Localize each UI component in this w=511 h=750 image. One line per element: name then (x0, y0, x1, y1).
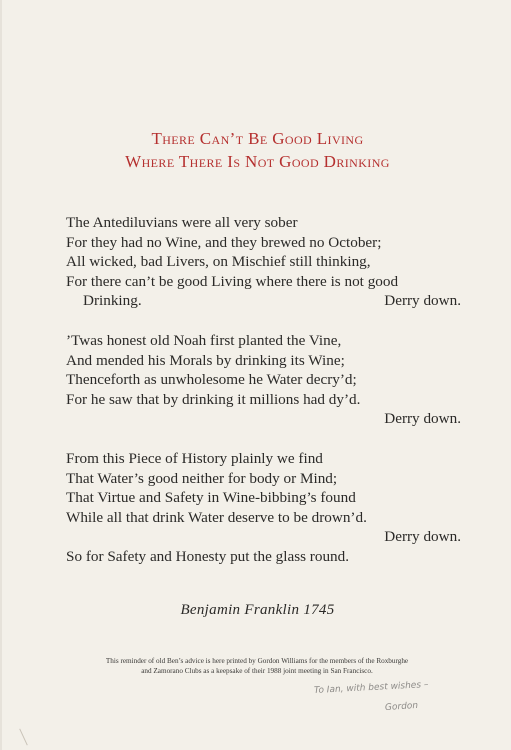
refrain: Derry down. (384, 410, 461, 428)
poem-line: That Water’s good neither for body or Mind; (66, 469, 338, 487)
poem-line: For he saw that by drinking it millions had dy’d. (66, 390, 361, 408)
stanza-3 (66, 449, 461, 547)
refrain: Derry down. (384, 528, 461, 546)
stanza-1-last-line (66, 291, 461, 311)
poem-line: That Virtue and Safety in Wine-bibbing’s found (66, 489, 356, 507)
poem-line: The Antediluvians were all very sober (66, 214, 298, 231)
pencil-mark (19, 729, 28, 746)
stanza-1 (66, 213, 461, 311)
colophon-line-1: This reminder of old Ben’s advice is here printed by Gordon Williams for the members of the Roxburghe (105, 657, 409, 665)
inscription-signature: Gordon (384, 700, 419, 714)
poem-line: All wicked, bad Livers, on Mischief still thinking, (66, 253, 371, 271)
poem-line: While all that drink Water deserve to be drown’d. (66, 508, 367, 526)
title-line-2: Where There Is Not Good Drinking (125, 152, 390, 171)
poem-line: For they had no Wine, and they brewed no October; (66, 233, 382, 251)
poem-line: Thenceforth as unwholesome he Water decry’d; (66, 371, 357, 389)
colophon (42, 656, 472, 676)
colophon-line-2: and Zamorano Clubs as a keepsake of their 1988 joint meeting in San Francisco. (141, 667, 373, 675)
author-signature: Benjamin Franklin 1745 (180, 602, 335, 618)
stanza-2 (66, 331, 461, 429)
poem-line: So for Safety and Honesty put the glass round. (66, 548, 350, 565)
poem-line: And mended his Morals by drinking its Wine; (66, 351, 345, 369)
title-line-1: There Can’t Be Good Living (151, 129, 364, 148)
poem-line: For there can’t be good Living where there is not good (66, 272, 399, 290)
inscription-line-1: To Ian, with best wishes – (313, 680, 429, 696)
poem-line: ’Twas honest old Noah first planted the Vine, (66, 332, 342, 349)
stanza-4 (66, 547, 461, 567)
refrain: Derry down. (384, 292, 461, 310)
poem-line: From this Piece of History plainly we find (66, 450, 323, 467)
poem-line-continuation: Drinking. (83, 292, 142, 310)
